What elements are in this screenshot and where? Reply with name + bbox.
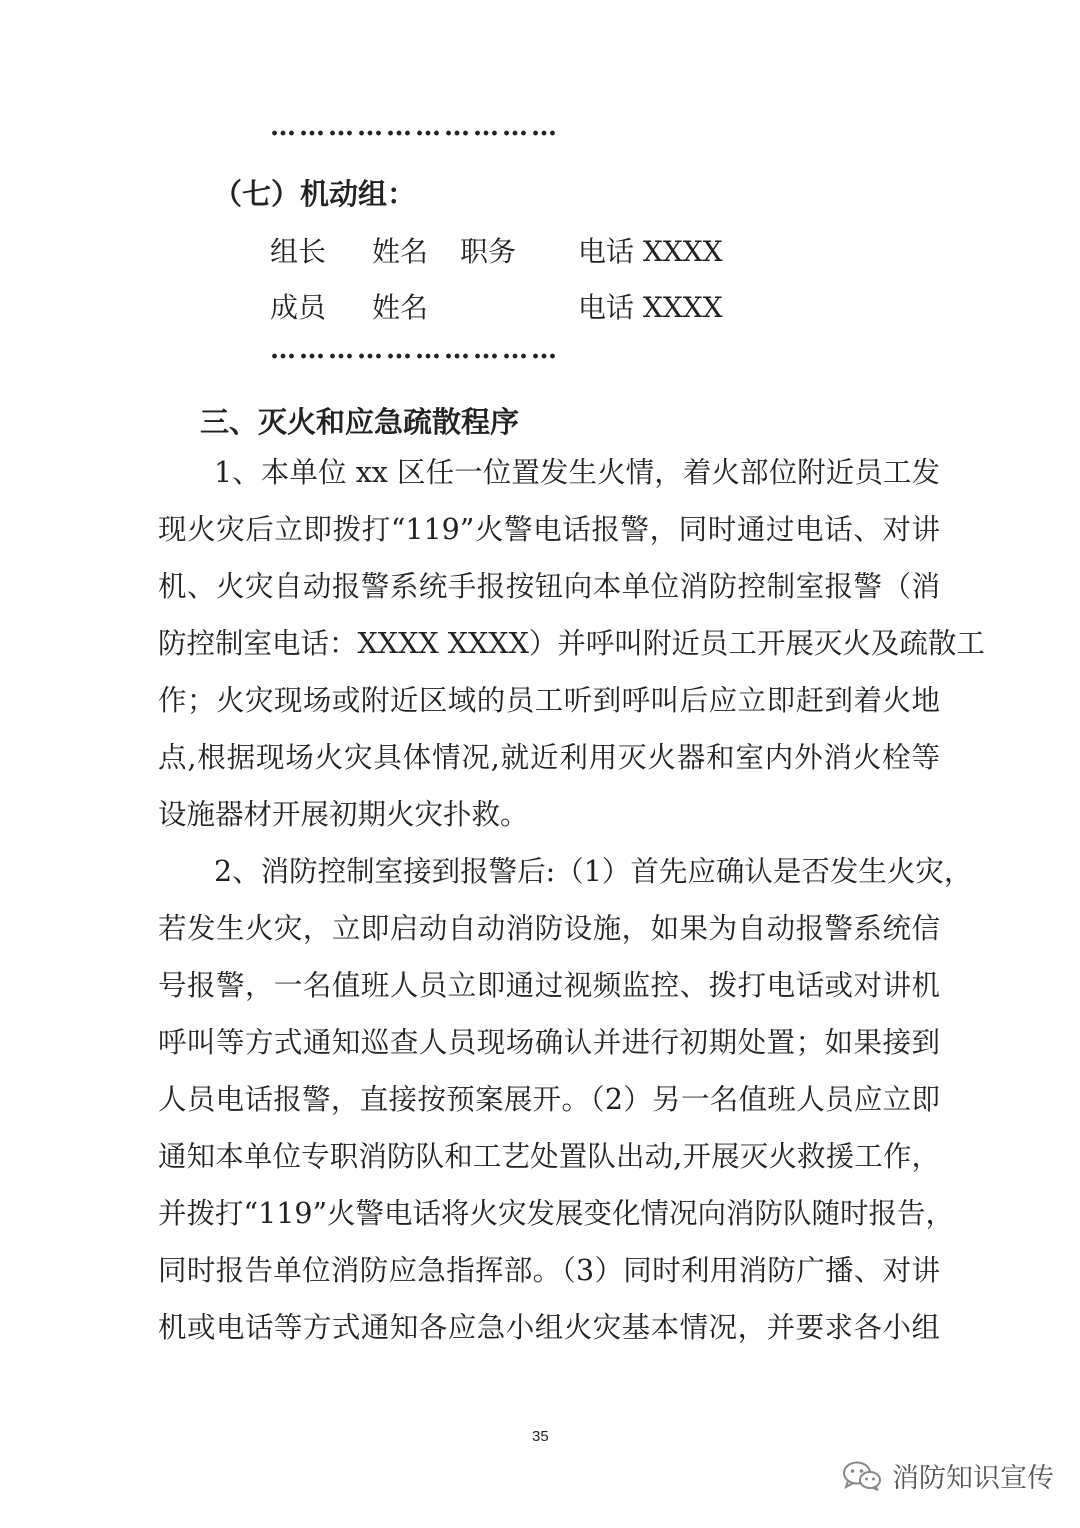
roster-phone: 电话 XXXX — [578, 291, 723, 324]
page-number: 35 — [532, 1428, 549, 1445]
wechat-icon — [842, 1460, 882, 1492]
roster-name: 姓名 — [372, 291, 429, 324]
section7-separator: ………………………… — [270, 335, 560, 365]
roster-role: 成员 — [270, 291, 327, 324]
paragraph1-line: 点,根据现场火灾具体情况,就近利用灭火器和室内外消火栓等 — [158, 741, 940, 774]
paragraph1-line: 1、本单位 xx 区任一位置发生火情，着火部位附近员工发 — [214, 456, 940, 489]
paragraph1-line: 机、火灾自动报警系统手报按钮向本单位消防控制室报警（消 — [158, 570, 940, 603]
watermark — [842, 1456, 1054, 1495]
paragraph2-line: 2、消防控制室接到报警后:（1）首先应确认是否发生火灾， — [214, 855, 973, 888]
paragraph2-line: 通知本单位专职消防队和工艺处置队出动,开展灭火救援工作， — [158, 1140, 940, 1173]
paragraph1-line: 设施器材开展初期火灾扑救。 — [158, 798, 529, 831]
paragraph1-line: 防控制室电话：XXXX XXXX）并呼叫附近员工开展灭火及疏散工 — [158, 627, 985, 660]
paragraph2-line: 若发生火灾，立即启动自动消防设施，如果为自动报警系统信 — [158, 912, 940, 945]
watermark-text: 消防知识宣传 — [892, 1463, 1054, 1494]
paragraph1-line: 现火灾后立即拨打“119”火警电话报警，同时通过电话、对讲 — [158, 513, 940, 546]
paragraph2-line: 呼叫等方式通知巡查人员现场确认并进行初期处置；如果接到 — [158, 1026, 940, 1059]
paragraph2-line: 机或电话等方式通知各应急小组火灾基本情况，并要求各小组 — [158, 1311, 940, 1344]
top-separator: ………………………… — [270, 112, 560, 142]
section3-heading: 三、灭火和应急疏散程序 — [200, 405, 520, 439]
roster-phone: 电话 XXXX — [578, 235, 723, 268]
section7-heading: （七）机动组： — [213, 177, 417, 211]
paragraph2-line: 并拨打“119”火警电话将火灾发展变化情况向消防队随时报告， — [158, 1197, 955, 1230]
roster-title: 职务 — [460, 235, 517, 268]
paragraph2-line: 号报警，一名值班人员立即通过视频监控、拨打电话或对讲机 — [158, 969, 940, 1002]
roster-role: 组长 — [270, 235, 327, 268]
paragraph1-line: 作；火灾现场或附近区域的员工听到呼叫后应立即赶到着火地 — [158, 684, 940, 717]
paragraph2-line: 人员电话报警，直接按预案展开。（2）另一名值班人员应立即 — [158, 1083, 940, 1116]
paragraph2-line: 同时报告单位消防应急指挥部。（3）同时利用消防广播、对讲 — [158, 1254, 940, 1287]
roster-name: 姓名 — [372, 235, 429, 268]
